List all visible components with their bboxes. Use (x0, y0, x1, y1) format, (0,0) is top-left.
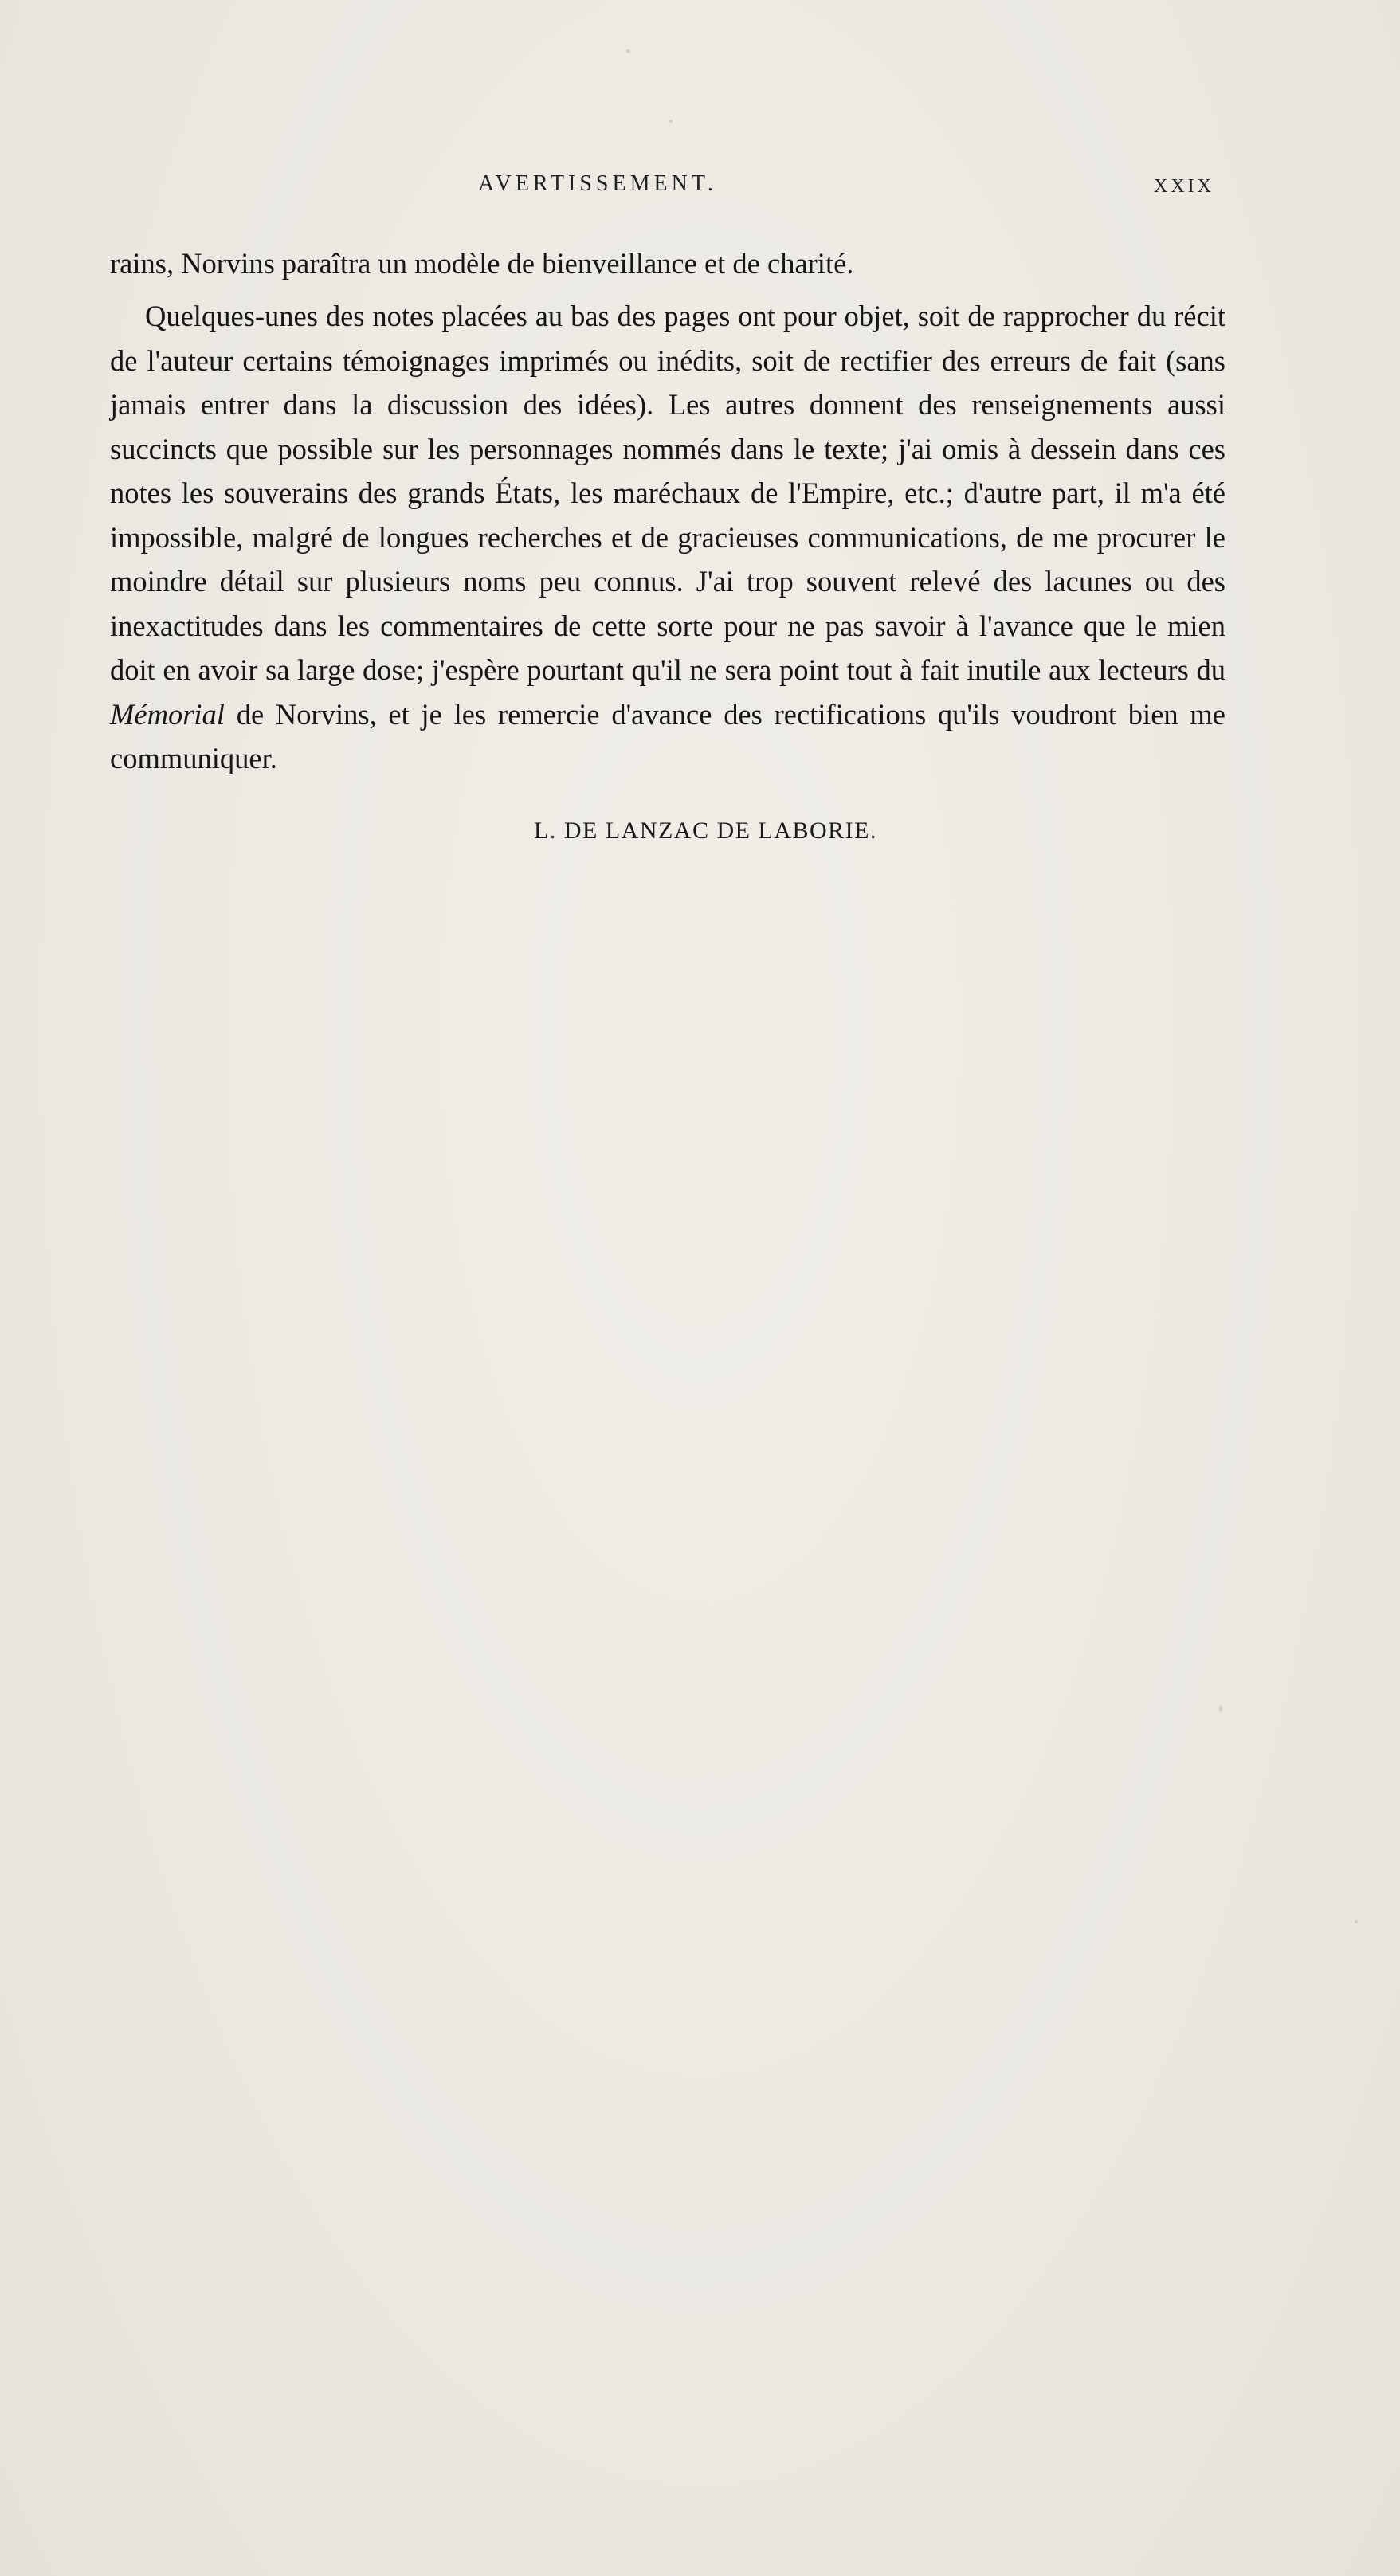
running-head-title: AVERTISSEMENT. (478, 171, 717, 196)
blank-page-area (110, 845, 1225, 1402)
paper-speck (1219, 1705, 1222, 1712)
paragraph-2 (110, 294, 1225, 780)
running-head (110, 171, 1225, 203)
author-signature (110, 817, 1225, 845)
signature-text: L. DE LANZAC DE LABORIE. (534, 817, 877, 844)
page-content (110, 171, 1225, 1402)
paper-speck (669, 120, 673, 123)
paper-speck (1355, 1920, 1358, 1923)
paragraph-2-head: Quelques-unes des notes placées au bas des pages ont pour objet, soit de rapprocher du récit de l'auteur certains témoignages imprimés ou inédits, soit de rectifier des erreurs de fait (sans jamais entrer dans la discussion des idées). Les autres donnent des renseignements aussi succincts que possible sur les personnages nommés dans le texte; j'ai omis à dessein dans ces notes les souverains des grands États, les maréchaux de l'Empire, etc.; d'autre part, il m'a été impossible, malgré de longues recherches et de gracieuses communications, de me procurer le moindre détail sur plusieurs noms peu connus. J'ai trop souvent relevé des lacunes ou des inexactitudes dans les commentaires de cette sorte pour ne pas savoir à l'avance que le mien doit en avoir sa large dose; j'espère pourtant qu'il ne sera point tout à fait inutile aux lecteurs du (110, 300, 1225, 687)
paragraph-2-tail: de Norvins, et je les remercie d'avance des rectifications qu'ils voudront bien me communiquer. (110, 697, 1225, 775)
paper-speck (626, 49, 630, 53)
page-number: XXIX (1154, 176, 1214, 197)
book-title-memorial: Mémorial (110, 697, 225, 731)
paragraph-1: rains, Norvins paraîtra un modèle de bienveillance et de charité. (110, 247, 854, 280)
